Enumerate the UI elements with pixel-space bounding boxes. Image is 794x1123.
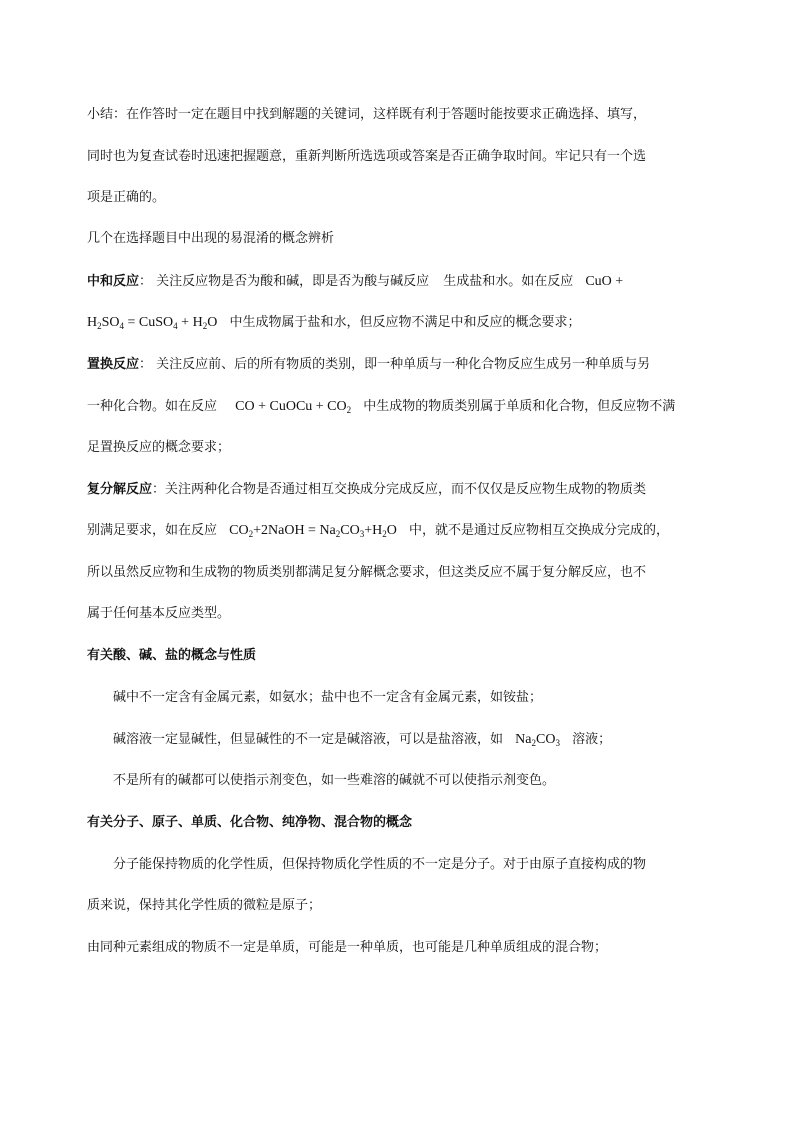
double-decomp-line-1: 复分解反应：关注两种化合物是否通过相互交换成分完成反应，而不仅仅是反应物生成物的物质类 (87, 482, 647, 497)
displacement-line-3: 足置换反应的概念要求； (87, 440, 231, 455)
displacement-term: 置换反应 (87, 357, 140, 372)
formula-na2co3: $Na_2CO_3$ (515, 732, 560, 748)
molecules-point-1a: 分子能保持物质的化学性质，但保持物质化学性质的不一定是分子。对于由原子直接构成的物 (113, 857, 647, 872)
summary-line-3: 项是正确的。 (87, 190, 166, 205)
acids-heading: 有关酸、碱、盐的概念与性质 (87, 648, 257, 663)
neutralization-line-2: $H_2SO_4$ = CuSO$_4$ + $H_2O$ 中生成物属于盐和水，但反应物不满足中和反应的概念要求； (87, 315, 581, 331)
acids-point-1: 碱中不一定含有金属元素，如氨水；盐中也不一定含有金属元素，如铵盐； (113, 690, 543, 705)
neutralization-line-1: 中和反应： 关注反应物是否为酸和碱，即是否为酸与碱反应 生成盐和水。如在反应 CuO + (87, 274, 624, 289)
formula-cuo: CuO + (585, 274, 624, 289)
displacement-line-2: 一种化合物。如在反应 CO + CuOCu + $CO_2$ 中生成物的物质类别属于单质和化合物，但反应物不满 (87, 399, 676, 415)
double-decomp-term: 复分解反应 (87, 482, 153, 497)
acids-point-2: 碱溶液一定显碱性，但显碱性的不一定是碱溶液，可以是盐溶液，如 $Na_2CO_3$ 溶液； (113, 732, 612, 748)
double-decomp-line-4: 属于任何基本反应类型。 (87, 606, 231, 621)
intro-heading: 几个在选择题目中出现的易混淆的概念辨析 (87, 231, 335, 246)
molecules-heading: 有关分子、原子、单质、化合物、纯净物、混合物的概念 (87, 815, 413, 830)
formula-neutralization: $H_2SO_4$ = CuSO$_4$ + $H_2O$ (87, 315, 218, 331)
formula-double-decomp: $CO_2+2NaOH = Na_2CO_3+H_2O$ (229, 523, 397, 539)
acids-point-3: 不是所有的碱都可以使指示剂变色，如一些难溶的碱就不可以使指示剂变色。 (113, 773, 556, 788)
displacement-line-1: 置换反应： 关注反应前、后的所有物质的类别，即一种单质与一种化合物反应生成另一种单质与另 (87, 357, 651, 372)
neutralization-term: 中和反应 (87, 274, 140, 289)
summary-line-1: 小结：在作答时一定在题目中找到解题的关键词，这样既有利于答题时能按要求正确选择、填写， (87, 107, 647, 122)
summary-line-2: 同时也为复查试卷时迅速把握题意，重新判断所选选项或答案是否正确争取时间。牢记只有一个选 (87, 149, 647, 164)
molecules-point-1b: 质来说，保持其化学性质的微粒是原子； (87, 898, 322, 913)
molecules-point-2: 由同种元素组成的物质不一定是单质，可能是一种单质，也可能是几种单质组成的混合物； (87, 940, 608, 955)
formula-displacement: CO + CuOCu + $CO_2$ (235, 399, 352, 415)
double-decomp-line-3: 所以虽然反应物和生成物的物质类别都满足复分解概念要求，但这类反应不属于复分解反应，也不 (87, 565, 647, 580)
double-decomp-line-2: 别满足要求，如在反应 $CO_2+2NaOH = Na_2CO_3+H_2O$ 中，就不是通过反应物相互交换成分完成的， (87, 523, 670, 539)
